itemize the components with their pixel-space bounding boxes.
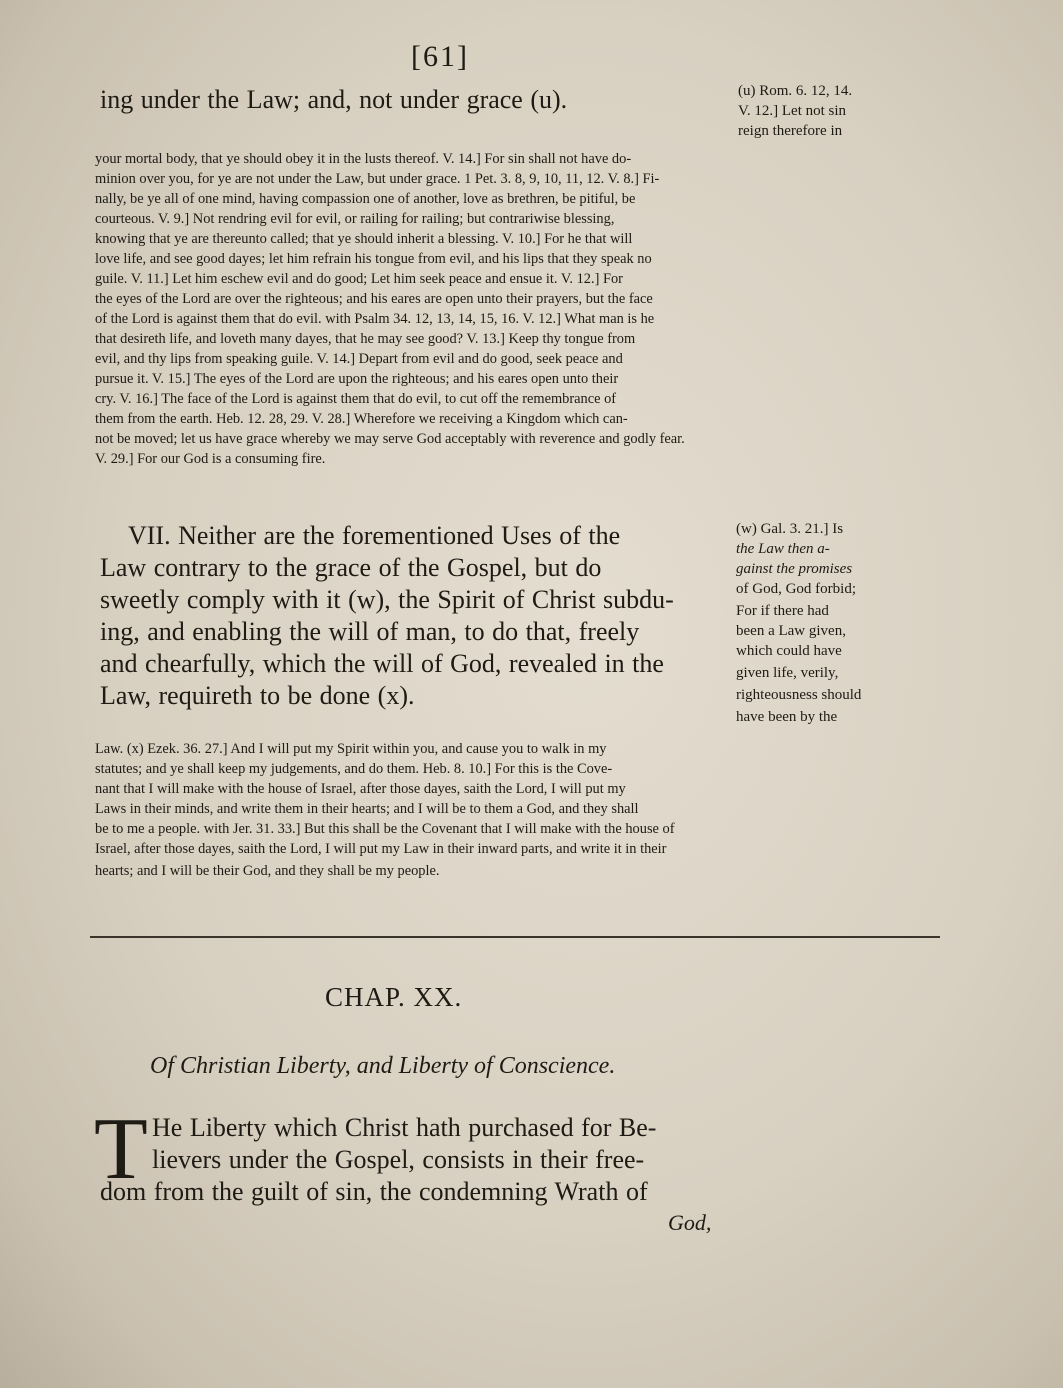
chapter-subtitle: Of Christian Liberty, and Liberty of Conscience.: [150, 1053, 616, 1079]
footnote-line: that desireth life, and loveth many dayes, that he may see good? V. 13.] Keep thy tongue from: [95, 331, 636, 347]
sidenote-line: (w) Gal. 3. 21.] Is: [736, 521, 844, 537]
top-paragraph-line: ing under the Law; and, not under grace (u).: [100, 85, 568, 114]
footnote-line: Laws in their minds, and write them in their hearts; and I will be to them a God, and they shall: [95, 801, 639, 817]
drop-cap: T: [94, 1101, 148, 1198]
footnote-line: Law. (x) Ezek. 36. 27.] And I will put my Spirit within you, and cause you to walk in my: [95, 741, 607, 757]
footnote-line: be to me a people. with Jer. 31. 33.] But this shall be the Covenant that I will make with the house of: [95, 821, 675, 837]
body-line: ing, and enabling the will of man, to do that, freely: [100, 617, 640, 646]
body-line: dom from the guilt of sin, the condemning Wrath of: [100, 1177, 648, 1206]
footnote-line: your mortal body, that ye should obey it in the lusts thereof. V. 14.] For sin shall not have do-: [95, 151, 632, 167]
footnote-line: Israel, after those dayes, saith the Lord, I will put my Law in their inward parts, and write it in their: [95, 841, 667, 857]
sidenote-line: given life, verily,: [736, 665, 839, 681]
footnote-line: pursue it. V. 15.] The eyes of the Lord are upon the righteous; and his eares open unto their: [95, 371, 619, 387]
footnote-line: love life, and see good dayes; let him refrain his tongue from evil, and his lips that they speak no: [95, 251, 652, 267]
chapter-heading: CHAP. XX.: [325, 982, 463, 1012]
footnote-line: minion over you, for ye are not under the Law, but under grace. 1 Pet. 3. 8, 9, 10, 11, 12. V. 8.] Fi-: [95, 171, 660, 187]
catchword: God,: [668, 1210, 712, 1235]
footnote-line: knowing that ye are thereunto called; that ye should inherit a blessing. V. 10.] For he that will: [95, 231, 633, 247]
body-line: lievers under the Gospel, consists in their free-: [152, 1145, 645, 1174]
body-line: Law, requireth to be done (x).: [100, 681, 415, 710]
body-line: VII. Neither are the forementioned Uses of the: [128, 521, 621, 550]
sidenote-line: reign therefore in: [738, 123, 843, 139]
body-line: Law contrary to the grace of the Gospel, but do: [100, 553, 602, 582]
footnote-line: evil, and thy lips from speaking guile. V. 14.] Depart from evil and do good, seek peace and: [95, 351, 623, 367]
sidenote-line: the Law then a-: [736, 541, 830, 557]
footnote-line: V. 29.] For our God is a consuming fire.: [95, 451, 326, 467]
section-divider: [90, 936, 940, 938]
sidenote-line: of God, God forbid;: [736, 581, 856, 597]
footnote-line: guile. V. 11.] Let him eschew evil and do good; Let him seek peace and ensue it. V. 12.] For: [95, 271, 623, 287]
footnote-line: nally, be ye all of one mind, having compassion one of another, love as brethren, be pitiful, be: [95, 191, 636, 207]
body-line: He Liberty which Christ hath purchased for Be-: [152, 1113, 657, 1142]
footnote-line: the eyes of the Lord are over the righteous; and his eares are open unto their prayers, but the face: [95, 291, 653, 307]
sidenote-line: which could have: [736, 643, 842, 659]
sidenote-line: (u) Rom. 6. 12, 14.: [738, 83, 853, 99]
footnote-line: nant that I will make with the house of Israel, after those dayes, saith the Lord, I will put my: [95, 781, 626, 797]
sidenote-line: been a Law given,: [736, 623, 846, 639]
footnote-line: cry. V. 16.] The face of the Lord is against them that do evil, to cut off the remembrance of: [95, 391, 617, 407]
footnote-line: courteous. V. 9.] Not rendring evil for evil, or railing for railing; but contrariwise blessing,: [95, 211, 615, 227]
body-line: sweetly comply with it (w), the Spirit of Christ subdu-: [100, 585, 674, 614]
footnote-line: statutes; and ye shall keep my judgements, and do them. Heb. 8. 10.] For this is the Cove-: [95, 761, 613, 777]
sidenote-line: righteousness should: [736, 687, 862, 703]
footnote-line: hearts; and I will be their God, and they shall be my people.: [95, 863, 440, 879]
sidenote-line: V. 12.] Let not sin: [738, 103, 847, 119]
page-number: [61]: [411, 40, 469, 73]
footnote-line: them from the earth. Heb. 12. 28, 29. V. 28.] Wherefore we receiving a Kingdom which can-: [95, 411, 628, 427]
body-line: and chearfully, which the will of God, revealed in the: [100, 649, 664, 678]
sidenote-line: gainst the promises: [736, 561, 853, 577]
sidenote-line: have been by the: [736, 709, 838, 725]
footnote-line: of the Lord is against them that do evil. with Psalm 34. 12, 13, 14, 15, 16. V. 12.] What man is he: [95, 311, 655, 327]
sidenote-line: For if there had: [736, 603, 829, 619]
footnote-line: not be moved; let us have grace whereby we may serve God acceptably with reverence and godly fear.: [95, 431, 685, 447]
